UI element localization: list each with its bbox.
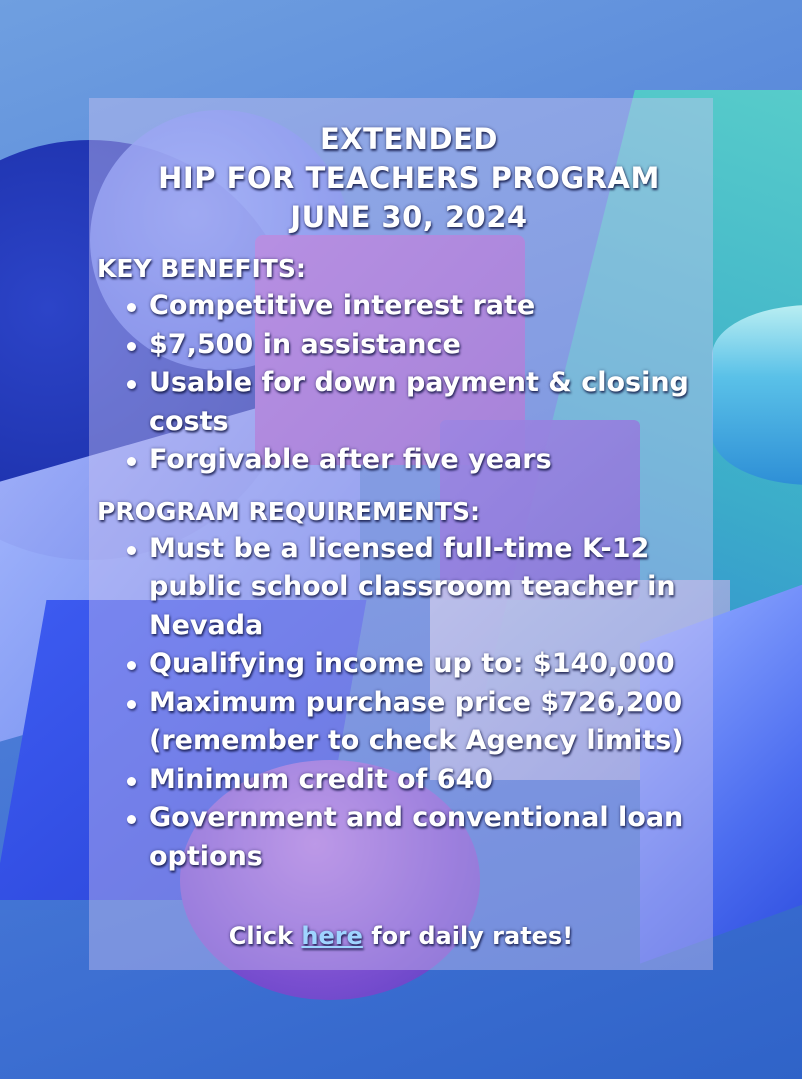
bullet-icon: [127, 700, 136, 709]
list-item-text: Minimum credit of 640: [149, 763, 494, 795]
bullet-icon: [127, 815, 136, 824]
list-item-text: Usable for down payment & closing costs: [149, 367, 689, 437]
list-item: [149, 761, 705, 800]
list-item: [149, 799, 705, 876]
title-line-2: HIP FOR TEACHERS PROGRAM: [158, 161, 660, 195]
bullet-icon: [127, 342, 136, 351]
page-title: [97, 120, 705, 237]
program-requirements-heading: PROGRAM REQUIREMENTS:: [97, 496, 480, 526]
bg-shape: [712, 305, 802, 485]
list-item-text: Forgivable after five years: [149, 444, 552, 475]
bullet-icon: [127, 303, 136, 312]
list-item: [149, 441, 705, 480]
list-item: [149, 530, 705, 646]
flyer-panel: [89, 98, 713, 970]
list-item: [149, 287, 705, 326]
list-item-text: Qualifying income up to: $140,000: [149, 648, 675, 679]
bullet-icon: [127, 457, 136, 466]
bullet-icon: [127, 777, 136, 786]
daily-rates-link[interactable]: here: [301, 922, 363, 950]
bullet-icon: [127, 661, 136, 670]
list-item-text: Maximum purchase price $726,200 (remember to check Agency limits): [149, 686, 684, 756]
key-benefits-heading: KEY BENEFITS:: [97, 254, 306, 283]
daily-rates-footer: [89, 922, 713, 950]
title-line-1: EXTENDED: [320, 122, 498, 156]
list-item-text: $7,500 in assistance: [149, 328, 461, 360]
key-benefits-list: [97, 287, 705, 480]
title-line-3: JUNE 30, 2024: [290, 200, 528, 234]
bullet-icon: [127, 546, 136, 555]
list-item: [149, 645, 705, 684]
footer-prefix: Click: [228, 922, 302, 950]
list-item-text: Government and conventional loan options: [149, 802, 684, 872]
bullet-icon: [127, 380, 136, 389]
footer-suffix: for daily rates!: [362, 922, 574, 950]
list-item: [149, 684, 705, 761]
list-item: [149, 364, 705, 441]
list-item-text: Must be a licensed full-time K-12 public school classroom teacher in Nevada: [149, 532, 676, 641]
list-item-text: Competitive interest rate: [149, 290, 536, 321]
list-item: [149, 326, 705, 365]
program-requirements-list: [97, 530, 705, 877]
